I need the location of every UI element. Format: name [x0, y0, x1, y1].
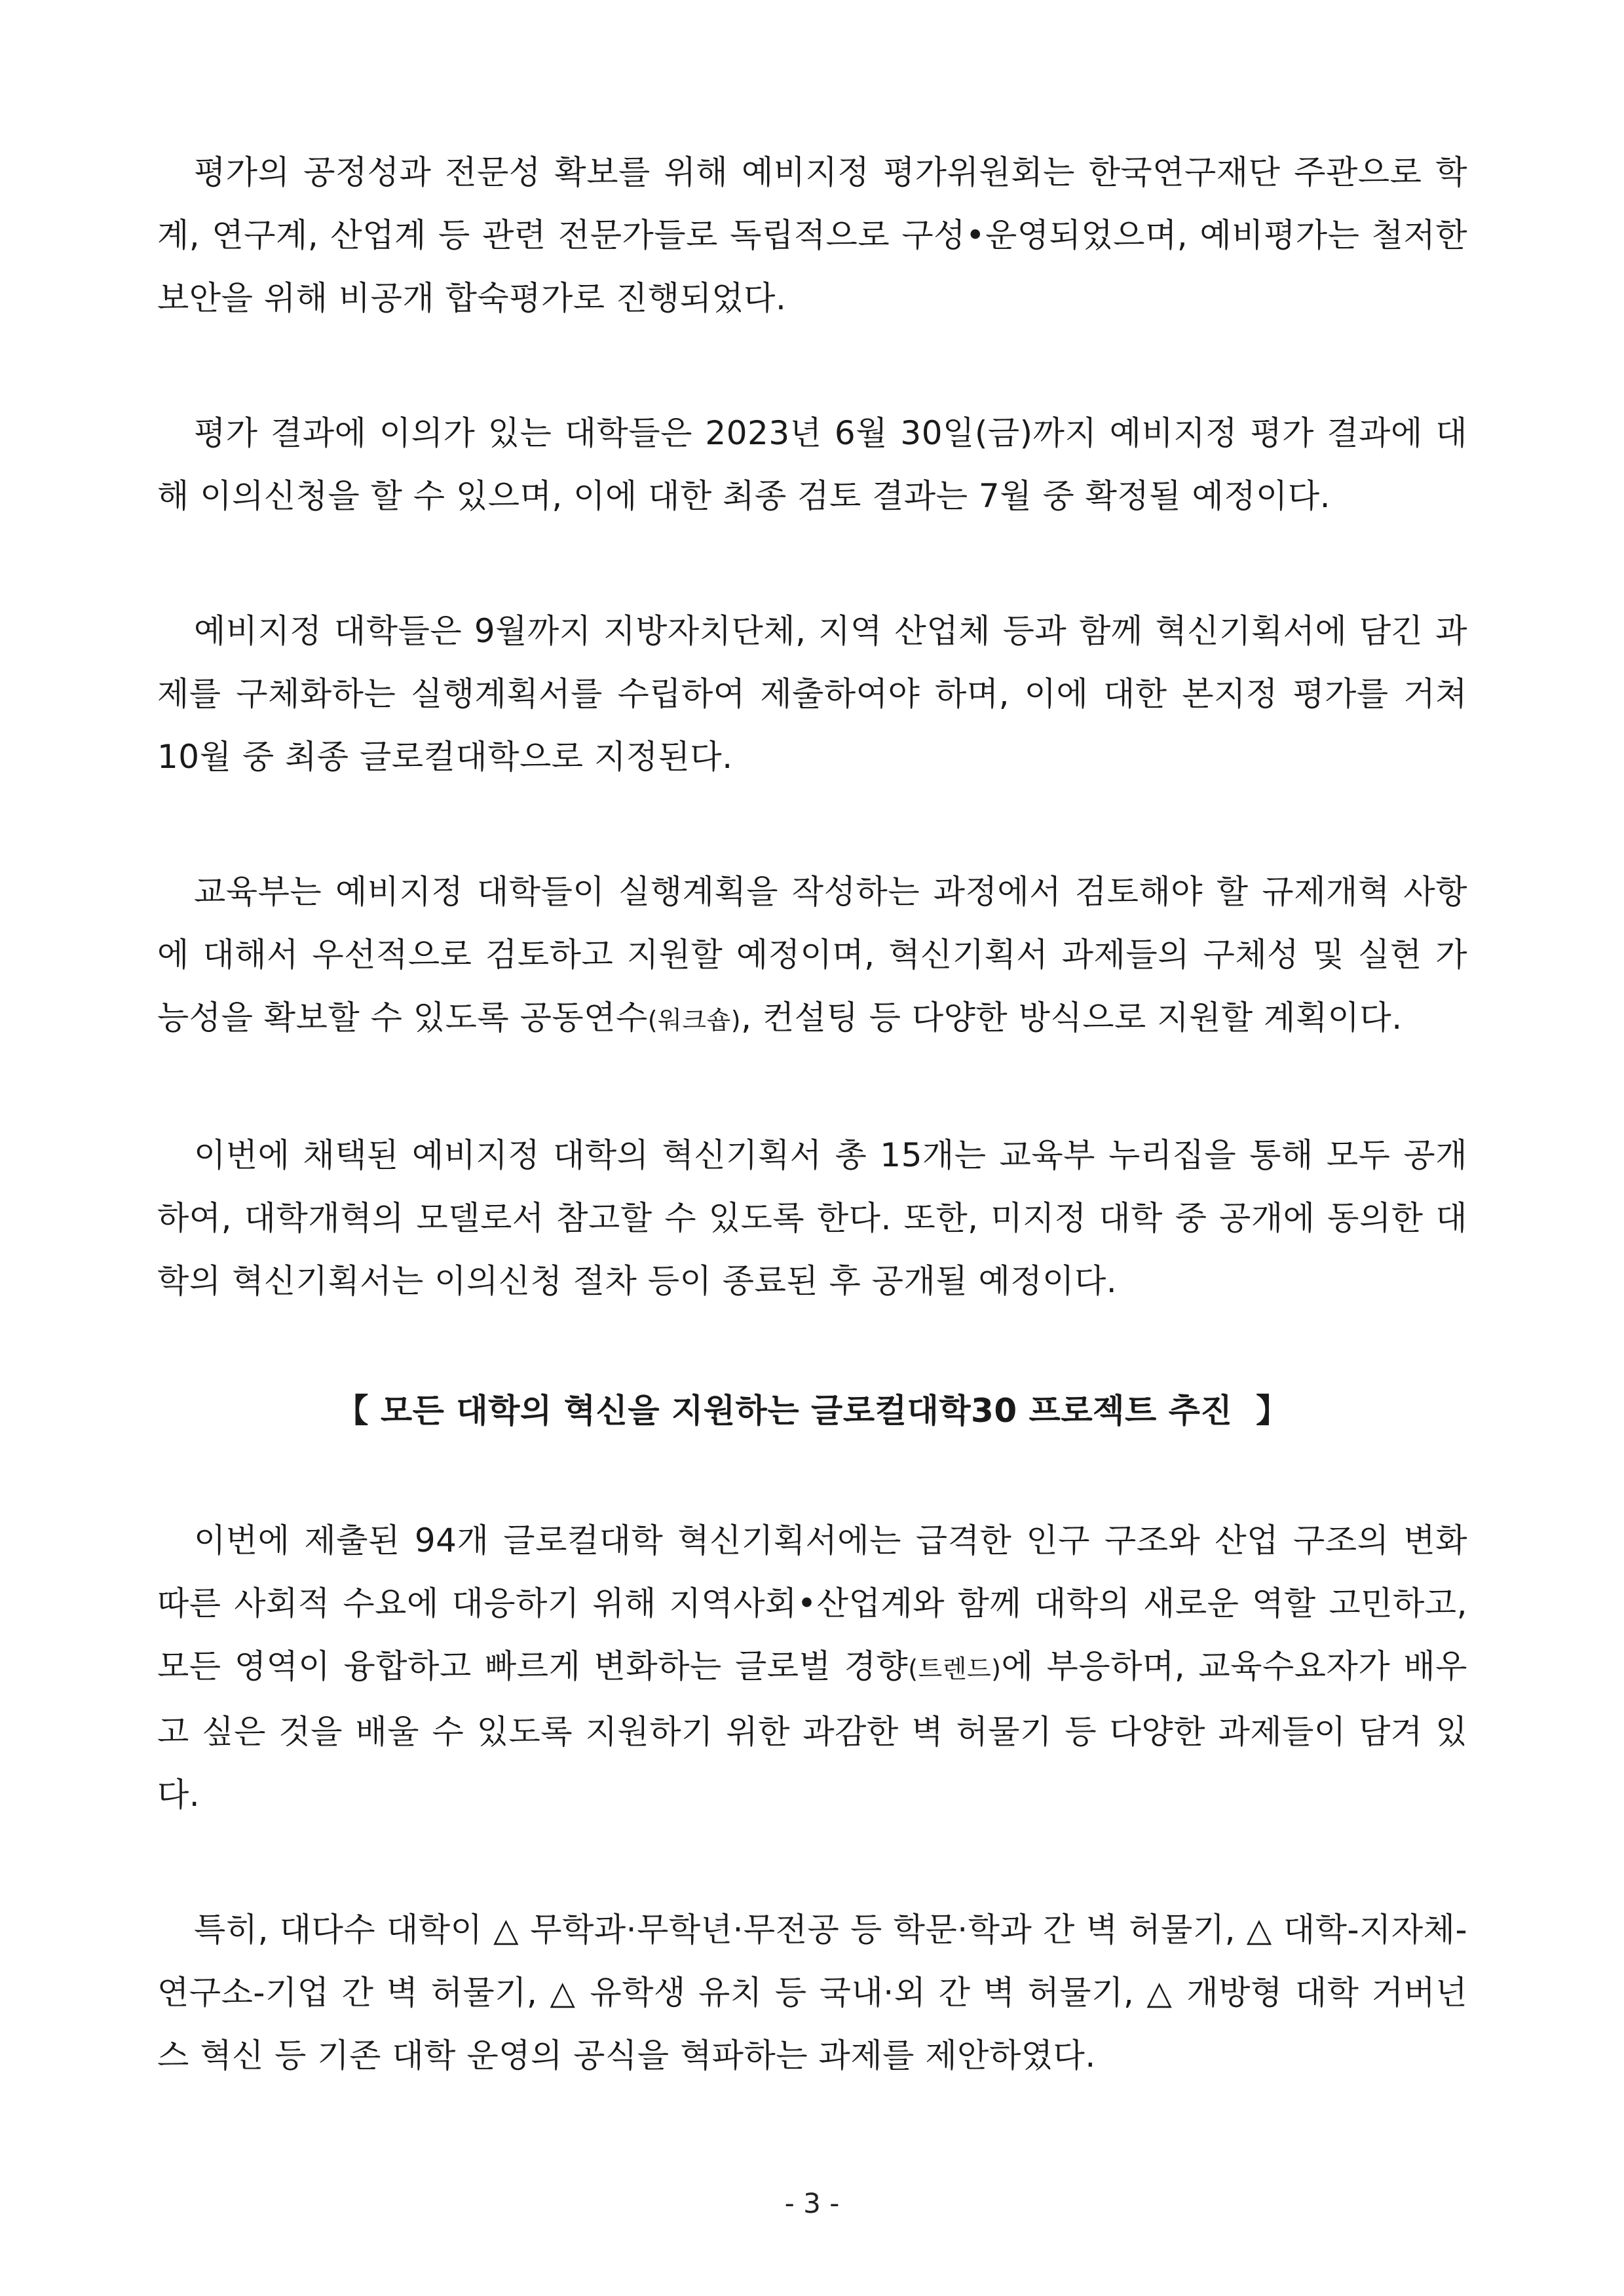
- paragraph-text: 이번에 채택된 예비지정 대학의 혁신기획서 총 15개는 교육부 누리집을 통해 모두 공개하여, 대학개혁의 모델로서 참고할 수 있도록 한다. 또한, 미지정 대학 중 공개에 동의한 대학의 혁신기획서는 이의신청 절차 등이 종료된 후 공개될 예정이다.: [157, 1136, 1467, 1300]
- heading-close-bracket: 】: [1256, 1392, 1289, 1430]
- paragraph-text: 에 부응하며, 교육수요자가 배우고 싶은 것을 배울 수 있도록 지원하기 위한 과감한 벽 허물기 등 다양한 과제들이 담겨 있다.: [157, 1647, 1467, 1814]
- paragraph-execution-plan: [157, 600, 1467, 788]
- paragraph-text: 특히, 대다수 대학이 △ 무학과·무학년·무전공 등 학문·학과 간 벽 허물기, △ 대학-지자체-연구소-기업 간 벽 허물기, △ 유학생 유치 등 국내·외 간 벽 허물기, △ 개방형 대학 거버넌스 혁신 등 기존 대학 운영의 공식을 혁파하는 과제를 제안하였다.: [157, 1911, 1467, 2075]
- paragraph-text: 평가의 공정성과 전문성 확보를 위해 예비지정 평가위원회는 한국연구재단 주관으로 학계, 연구계, 산업계 등 관련 전문가들로 독립적으로 구성•운영되었으며, 예비평가는 철저한 보안을 위해 비공개 합숙평가로 진행되었다.: [157, 153, 1467, 317]
- paragraph-small-text: (워크숍): [647, 1006, 742, 1035]
- paragraph-appeal: [157, 402, 1467, 527]
- paragraph-text: 교육부는 예비지정 대학들이 실행계획을 작성하는 과정에서 검토해야 할 규제개혁 사항에 대해서 우선적으로 검토하고 지원할 예정이며, 혁신기획서 과제들의 구체성 및 실현 가능성을 확보할 수 있도록 공동연수: [157, 873, 1467, 1037]
- paragraph-evaluation-fairness: [157, 141, 1467, 330]
- paragraph-text: 평가 결과에 이의가 있는 대학들은 2023년 6월 30일(금)까지 예비지정 평가 결과에 대해 이의신청을 할 수 있으며, 이에 대한 최종 검토 결과는 7월 중 확정될 예정이다.: [157, 414, 1467, 515]
- heading-title: 모든 대학의 혁신을 지원하는 글로컬대학30 프로젝트 추진: [380, 1392, 1233, 1430]
- paragraph-ministry-support: [157, 860, 1467, 1052]
- paragraph-submitted-plans: [157, 1509, 1467, 1826]
- paragraph-text: 예비지정 대학들은 9월까지 지방자치단체, 지역 산업체 등과 함께 혁신기획서에 담긴 과제를 구체화하는 실행계획서를 수립하여 제출하여야 하며, 이에 대한 본지정 평가를 거쳐 10월 중 최종 글로컬대학으로 지정된다.: [157, 612, 1467, 776]
- heading-open-bracket: 【: [335, 1392, 369, 1430]
- page-number: - 3 -: [784, 2187, 840, 2219]
- paragraph-text: , 컨설팅 등 다양한 방식으로 지원할 계획이다.: [741, 999, 1403, 1037]
- paragraph-proposals: [157, 1898, 1467, 2087]
- document-body: [157, 141, 1467, 2159]
- paragraph-text: 이번에 제출된 94개 글로컬대학 혁신기획서에는 급격한 인구 구조와 산업 구조의 변화 따른 사회적 수요에 대응하기 위해 지역사회•산업계와 함께 대학의 새로운 역할 고민하고, 모든 영역이 융합하고 빠르게 변화하는 글로벌 경향: [157, 1521, 1467, 1685]
- paragraph-small-text: (트렌드): [908, 1655, 1002, 1683]
- paragraph-disclosure: [157, 1124, 1467, 1312]
- section-heading: [157, 1385, 1467, 1437]
